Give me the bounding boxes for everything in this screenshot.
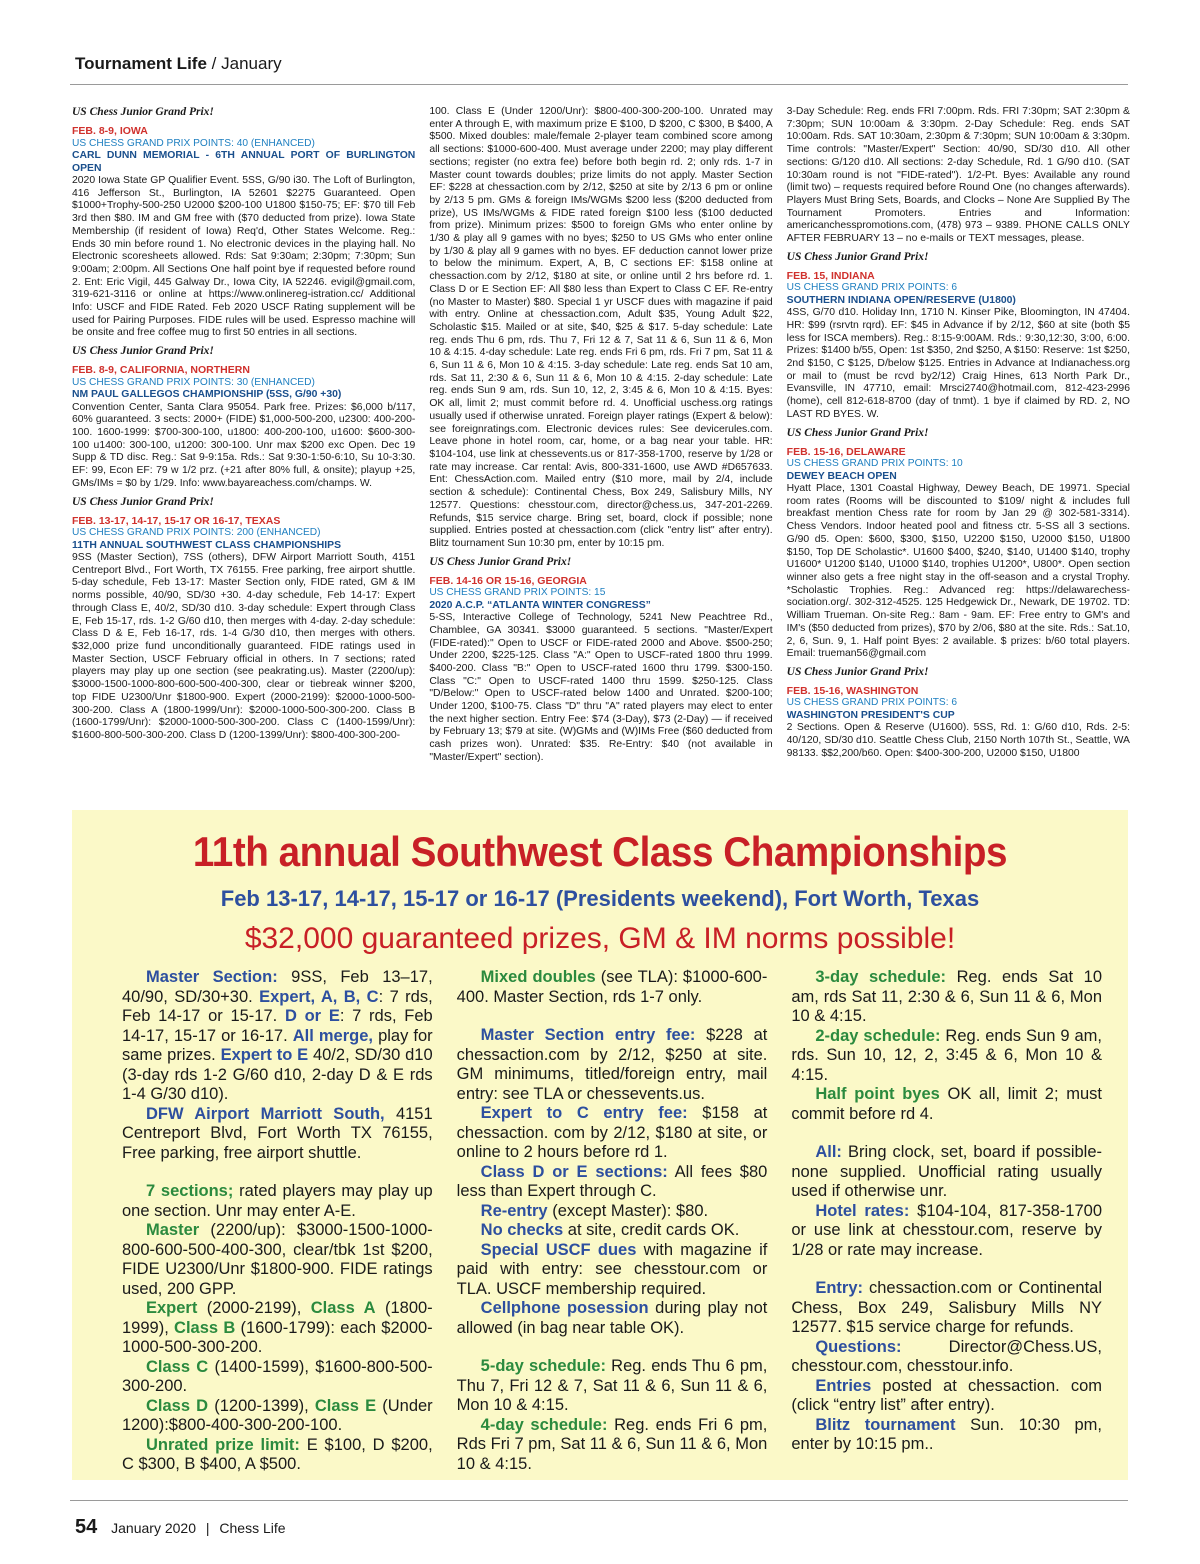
ad-text: Sun. 10:30 pm, enter by 10:15 pm..	[791, 1415, 1103, 1453]
ad-text: (1200-1399),	[208, 1396, 315, 1415]
ad-paragraph	[122, 1182, 433, 1221]
ad-label: Special USCF dues	[480, 1240, 637, 1259]
footer-magazine: Chess Life	[219, 1520, 286, 1536]
ad-title: 11th annual Southwest Class Championships	[192, 828, 1008, 875]
ad-label: Half point byes	[815, 1085, 940, 1103]
ad-text: at site, credit cards OK.	[563, 1221, 740, 1239]
footer-separator: |	[205, 1520, 210, 1536]
ad-text: (Under 1200):$800-400-300-200-100.	[122, 1396, 433, 1434]
listing-column-3	[787, 106, 1130, 798]
page-footer	[75, 1516, 286, 1539]
ad-label: Unrated prize limit:	[146, 1435, 300, 1454]
ad-paragraph	[457, 1416, 768, 1475]
header-month: January	[221, 54, 282, 73]
ad-text: (1600-1799): each $2000-1000-500-300-200.	[122, 1318, 433, 1356]
ad-paragraph	[791, 1338, 1102, 1377]
header-slash: /	[211, 54, 217, 73]
listing-entry	[787, 251, 1130, 422]
ad-paragraph	[457, 1163, 768, 1202]
ad-text: All fees $80 less than Expert through C.	[456, 1162, 768, 1200]
ad-label: Class C	[146, 1357, 209, 1376]
listing-date: FEB. 15-16, WASHINGTON	[786, 684, 919, 697]
header-section: Tournament Life	[75, 54, 207, 73]
listing-group: US Chess Junior Grand Prix!	[786, 665, 929, 678]
ad-paragraph	[457, 1357, 768, 1416]
bottom-rule	[70, 1500, 1128, 1501]
listing-title: DEWEY BEACH OPEN	[786, 470, 897, 482]
ad-text: Reg. ends Fri 6 pm, Rds Fri 7 pm, Sat 11 & 6, Sun 11 & 6, Mon 10 & 4:15.	[456, 1415, 768, 1473]
listing-date: FEB. 8-9, IOWA	[72, 125, 148, 137]
ad-text: : 7 rds, Feb 14-17 or 15-17.	[122, 987, 433, 1025]
listing-group: US Chess Junior Grand Prix!	[786, 250, 929, 263]
ad-column-1	[122, 968, 433, 1475]
listing-entry	[787, 666, 1130, 761]
listing-points: US CHESS GRAND PRIX POINTS: 15	[429, 587, 606, 599]
ad-paragraph	[122, 1299, 433, 1358]
ad-paragraph	[122, 1105, 433, 1164]
listing-group: US Chess Junior Grand Prix!	[72, 345, 214, 358]
ad-paragraph	[122, 1221, 433, 1299]
ad-label: Master	[146, 1221, 200, 1239]
ad-paragraph	[122, 968, 433, 1105]
listing-body: 100. Class E (Under 1200/Unr): $800-400-300-200-100. Unrated may enter A through E, with maximum prize E $100, D $200, C $300, B $400, A $500. Mixed doubles: male/female 2-player team combined score among all sections: $1000-600-400. Must average under 2200; may play different sections; register (no extra fee) before both begin rd. 2; only rds. 1-7 in Master count towards doubles; prize limits do not apply. Master Section EF: $228 at chessaction.com by 2/12, $250 at site by 2/13 6 pm or online by 2/13 5 pm. GMs & foreign IMs/WGMs $200 less ($200 deducted from prize), US IMs/WGMs & FIDE rated foreign $100 less ($100 deducted from prize). Minimum prizes: $500 to foreign GMs who enter online by 1/30 & play all 9 games with no byes; $250 to US GMs who enter online by 1/30 & play all 9 games with no byes. EF deduction cannot lower prize to below the minimum. Expert, A, B, C sections EF: $158 online at chessaction.com by 2/12, $180 at site, or online until 2 hrs before rd. 1. Class D or E Section EF: All $80 less than Expert to Class C EF. Re-entry (no Master to Master) $80. Special 1 yr USCF dues with magazine if paid with entry. Online at chessaction.com, Adult $35, Young Adult $22, Scholastic $15. Mailed or at site, $40, $25 & $17. 5-day schedule: Late reg. ends Thu 6 pm, rds. Thu 7, Fri 12 & 7, Sat 11 & 6, Sun 11 & 6, Mon 10 & 4:15. 4-day schedule: Late reg. ends Fri 6 pm, rds. Fri 7 pm, Sat 11 & 6, Sun 11 & 6, Mon 10 & 4:15. 3-day schedule: Late reg. ends Sat 10 am, rds. Sat 11, 2:30 & 6, Sun 11 & 6, Mon 10 & 4:15. 2-day schedule: Late reg. ends Sun 9 am, rds. Sun 10, 12, 2, 3:45 & 6, Mon 10 & 4:15. Byes: OK all, limit 2; must commit before rd. 4. Unofficial uschess.org ratings usually used if otherwise unrated. Foreign player ratings (Expert & below): see foreignratings.com. Electronic devices rules: See devicerules.com. Leave phone in hotel room, car, home, or a bag near your table. HR: $104-104, use link at chessevents.us or 817-358-1700, reserve by 1/28 or rate may increase. Car rental: Avis, 800-331-1600, use AWD #D657633. Ent: ChessAction.com. Mailed entry ($10 more, mail by 2/4, include section & schedule): Continental Chess, Box 249, Salisbury Mills, NY 12577. Questions: chesstour.com, director@chess.us, 347-201-2269. Refunds, $15 service charge. Bring set, board, clock if possible; none supplied. Entries posted at chessaction.com (click "entry list" after entry). Blitz tournament Sun 10:30 pm, enter by 10:15 pm.	[429, 106, 773, 549]
listing-title: SOUTHERN INDIANA OPEN/RESERVE (U1800)	[786, 294, 1016, 306]
ad-label: Expert to E	[220, 1046, 309, 1064]
ad-label: Expert to C entry fee:	[480, 1104, 688, 1122]
ad-label: Expert, A, B, C	[259, 987, 379, 1006]
ad-paragraph	[791, 1085, 1102, 1124]
ad-label: 3-day schedule:	[815, 968, 947, 986]
ad-text: Bring clock, set, board if possible- none supplied. Unofficial rating usually used if otherwise unr.	[791, 1143, 1103, 1200]
ad-paragraph	[457, 1221, 768, 1241]
listing-entry	[787, 106, 1130, 246]
ad-label: Class B	[174, 1318, 236, 1337]
ad-label: D or E	[284, 1007, 340, 1025]
ad-text: (1800-1999),	[122, 1299, 433, 1337]
ad-paragraph	[791, 1027, 1102, 1086]
ad-label: All merge,	[292, 1026, 373, 1045]
ad-text: $228 at chessaction.com by 2/12, $250 at site. GM minimums, titled/foreign entry, mail entry: see TLA or chessevents.us.	[456, 1026, 768, 1103]
ad-paragraph	[457, 968, 768, 1007]
listing-date: FEB. 15, INDIANA	[786, 269, 875, 282]
ad-text: (see TLA): $1000-600-400. Master Section, rds 1-7 only.	[456, 968, 768, 1006]
footer-issue: January 2020	[111, 1520, 196, 1536]
ad-text: (except Master): $80.	[547, 1201, 709, 1220]
ad-text: Reg. ends Sat 10 am, rds Sat 11, 2:30 & 6, Sun 11 & 6, Mon 10 & 4:15.	[791, 968, 1103, 1025]
listing-date: FEB. 13-17, 14-17, 15-17 OR 16-17, TEXAS	[72, 514, 281, 527]
ad-label: Re-entry	[480, 1201, 548, 1220]
listing-points: US CHESS GRAND PRIX POINTS: 6	[786, 697, 958, 709]
ad-text: $158 at chessaction. com by 2/12, $180 at site, or online to 2 hours before rd 1.	[456, 1104, 768, 1161]
ad-paragraph	[791, 968, 1102, 1027]
ad-text: Director@Chess.US, chesstour.com, chesstour.info.	[791, 1337, 1103, 1375]
ad-label: Expert	[146, 1299, 198, 1317]
ad-label: Class D or E sections:	[480, 1162, 668, 1181]
ad-label: Class E	[314, 1396, 377, 1415]
ad-text: OK all, limit 2; must commit before rd 4.	[791, 1085, 1103, 1123]
ad-label: Blitz tournament	[815, 1415, 956, 1434]
listing-body: Convention Center, Santa Clara 95054. Park free. Prizes: $6,000 b/117, 60% guaranteed. 3 sects: 2000+ (FIDE) $1,000-500-200, u2300: 400-200-100. 1600-1999: $700-300-100, u1800: 400-200-100, u1600: $600-300-100 u1400: 300-100, u1200: 300-100. Unr max $200 exc Open. Dec 19 Supp & TD disc. Reg.: Sat 9-9:15a. Rds.: Sat 9:30-1:50-6:10, Su 10-3:30. EF: 99, Econ EF: 79 w 1/2 prz. (+21 after 80% full, & onsite); playup +25, GMs/IMs = $0 by 1/29. Info: www.bayareachess.com/champs. W.	[72, 401, 416, 489]
listing-body: 3-Day Schedule: Reg. ends FRI 7:00pm. Rds. FRI 7:30pm; SAT 2:30pm & 7:30pm; SUN 10:00am & 3:30pm. 2-Day Schedule: Reg. ends SAT 10:00am. Rds. SAT 10:30am, 2:30pm & 7:30pm; SUN 10:00am & 3:30pm. Time controls: "Master/Expert" Section: 40/90, SD/30 d10. All other sections: G/120 d10. All sections: 2-day Schedule, Rd. 1 G/90 d10. (SAT 10:30am round is not "FIDE-rated"). 1/2-Pt. Byes: Available any round (limit two) – requests required before Round One (no changes afterwards). Players Must Bring Sets, Boards, and Clocks – None Are Supplied By The Tournament Promoters. Entries and Information: americanchesspromotions.com, (478) 973 – 9389. PHONE CALLS ONLY AFTER FEBRUARY 13 – no e-mails or TEXT messages, please.	[786, 106, 1130, 245]
listing-group: US Chess Junior Grand Prix!	[72, 106, 214, 118]
ad-subtitle: Feb 13-17, 14-17, 15-17 or 16-17 (Presidents weekend), Fort Worth, Texas	[220, 886, 980, 911]
ad-text: with magazine if paid with entry: see chesstour.com or TLA. USCF membership required.	[456, 1240, 768, 1298]
ad-label: Cellphone posession	[480, 1299, 649, 1317]
listing-body: 2 Sections. Open & Reserve (U1600). 5SS, Rd. 1: G/60 d10, Rds. 2-5: 40/120, SD/30 d10. Seattle Chess Club, 2150 North 107th St., Seattle, WA 98133. $$2,200/b60. Open: $400-300-200, U2000 $150, U1800	[786, 722, 1130, 759]
listings	[72, 106, 1130, 798]
ad-text: rated players may play up one section. Unr may enter A-E.	[122, 1182, 433, 1220]
ad-paragraph	[122, 1358, 433, 1397]
listing-points: US CHESS GRAND PRIX POINTS: 30 (ENHANCED)	[72, 376, 315, 388]
ad-text: (2200/up): $3000-1500-1000-800-600-500-400-300, clear/tbk 1st $200, FIDE U2300/Unr $1800-900. FIDE ratings used, 200 GPP.	[122, 1221, 433, 1298]
listing-title: WASHINGTON PRESIDENT'S CUP	[786, 709, 955, 721]
ad-text: play for same prizes.	[122, 1026, 433, 1064]
ad-paragraph	[457, 1299, 768, 1338]
listing-entry	[72, 496, 415, 743]
listing-body: 5-SS, Interactive College of Technology, 5241 New Peachtree Rd., Chamblee, GA 30341. $3000 guaranteed. 5 sections. "Master/Expert (FIDE-rated):" Open to USCF or FIDE-rated 2000 and Above. $500-250; Under 2200, $225-125. Class "A:" Open to USCF-rated 1800 thru 1999. $400-200. Class "B:" Open to USCF-rated 1600 thru 1799. $300-150. Class "C:" Open to USCF-rated 1400 thru 1599. $250-125. Class "D/Below:" Open to USCF-rated below 1400 and Unrated. $200-100; Under 1200, $100-75. Class "D" thru "A" rated players may elect to enter the next higher section. Entry Fee: $74 (3-Day), $73 (2-Day) — if received by February 13; $79 at site. (W)GMs and (W)IMs Free ($60 deducted from cash prizes won). Unrated: $35. Re-Entry: $40 (not available in "Master/Expert" section).	[429, 612, 773, 763]
ad-paragraph	[791, 1279, 1102, 1338]
ad-prize-line: $32,000 guaranteed prizes, GM & IM norms possible!	[244, 922, 956, 955]
listing-body: 2020 Iowa State GP Qualifier Event. 5SS, G/90 i30. The Loft of Burlington, 416 Jefferson St., Burlington, IA 52601 $2275 Guaranteed. Open $1000+Trophy-500-250 U2000 $200-100 U1800 $150-75; EF: $70 till Feb 3rd then $80. IM and GM free with ($70 deducted from prize). Iowa State Membership (if resident of Iowa) Req'd, Other States Welcome. Reg.: Ends 30 min before round 1. No electronic devices in the playing hall. No Electronic scoresheets allowed. Rds: Sat 9:30am; 2:30pm; 7:30pm; Sun 9:00am; 2:00pm. All Sections One half point bye if requested before round 2. Ent: Eric Vigil, 445 Galway Dr., Iowa City, IA 52246. evigil@gmail.com, 319-621-3116 or online at https://www.onlinereg-istration.cc/ Additional Info: USCF and FIDE Rated. Feb 2020 USCF Rating supplement will be used for Pairing Purposes. FIDE rules will be used. Espresso machine will be onsite and free coffee mug to first 50 entries in all sections.	[72, 175, 416, 339]
listing-column-1	[72, 106, 415, 798]
listing-title: NM PAUL GALLEGOS CHAMPIONSHIP (5SS, G/90 +30)	[72, 389, 342, 401]
ad-label: Entries	[815, 1376, 872, 1395]
page-header	[75, 54, 282, 74]
listing-entry	[787, 427, 1130, 661]
page-number: 54	[75, 1516, 98, 1538]
ad-paragraph	[457, 1241, 768, 1300]
listing-date: FEB. 8-9, CALIFORNIA, NORTHERN	[72, 364, 250, 377]
ad-label: DFW Airport Marriott South,	[146, 1104, 385, 1123]
ad-text: Reg. ends Thu 6 pm, Thu 7, Fri 12 & 7, Sat 11 & 6, Sun 11 & 6, Mon 10 & 4:15.	[456, 1357, 768, 1414]
ad-paragraph	[791, 1377, 1102, 1416]
listing-entry	[429, 556, 772, 765]
ad-text: : 7 rds, Feb 14-17, 15-17 or 16-17.	[122, 1007, 433, 1045]
listing-points: US CHESS GRAND PRIX POINTS: 200 (ENHANCED)	[72, 527, 321, 539]
listing-group: US Chess Junior Grand Prix!	[72, 495, 214, 508]
listing-date: FEB. 14-16 OR 15-16, GEORGIA	[429, 574, 587, 587]
advertisement	[72, 810, 1128, 1480]
ad-paragraph	[457, 1026, 768, 1104]
ad-label: 4-day schedule:	[480, 1415, 608, 1434]
ad-paragraph	[122, 1436, 433, 1475]
ad-label: No checks	[480, 1221, 564, 1239]
ad-label: 7 sections;	[146, 1182, 234, 1200]
listing-group: US Chess Junior Grand Prix!	[429, 555, 572, 568]
ad-text: during play not allowed (in bag near table OK).	[456, 1299, 768, 1337]
ad-paragraph	[122, 1397, 433, 1436]
listing-entry	[72, 106, 415, 340]
ad-text: 9SS, Feb 13–17, 40/90, SD/30+30.	[122, 968, 433, 1006]
listing-body: 4SS, G/70 d10. Holiday Inn, 1710 N. Kinser Pike, Bloomington, IN 47404. HR: $99 (rsrvtn rqrd). EF: $45 in Advance if by 2/12, $60 at site (both $5 less for ISCA members). Reg.: 8:15-9:00AM. Rds.: 9:30,12:30, 3:00, 6:00. Prizes: $1400 b/55, Open: 1st $350, 2nd $250, A $150: Reserve: 1st $250, 2nd $150, C $125, D/below $125. Entries in Advance at Indianachess.org or mail to (must be rcvd by2/12) Craig Hines, 613 North Park Dr., Evansville, IN 47710, email: Mrsci2740@hotmail.com, 812-423-2996 (home), cell 812-618-8700 (day of tnmt). 1 bye if claimed by RD. 2, NO LAST RD BYES. W.	[786, 307, 1130, 420]
listing-body: Hyatt Place, 1301 Coastal Highway, Dewey Beach, DE 19971. Special room rates (Rooms will be discounted to $109/ night & includes full breakfast mention Chess rate for room by Jan 29 @ 302-581-3314). Chess Vendors. Indoor heated pool and fitness ctr. 5-SS all 3 sections. G/90 d5. Open: $600, $300, $150, U2200 $150, U2000 $150, U1800 $150, Top DE Scholastic*. U1600 $400, $240, $140, U1400 $140, trophy U1600* U1200 $140, U1000 $140, trophies U1200*, U800*. Open section winner also gets a free night stay in the off-season and a crystal Trophy. *Scholastic Trophies. Reg.: Advanced reg: https://delawarechess-sociation.org/. 302-312-4525. 125 Hedgewick Dr., Newark, DE 19702. TD: William Trueman. On-site Reg.: 8am - 9am. EF: Free entry to GM's and IM's ($50 deducted from prizes), $70 by 2/06, $80 at the site. Rds.: Sat.10, 2, 6, Sun. 9, 1. Half point Byes: 2 available. $ prizes: b/60 total players. Email: trueman56@gmail.com	[786, 483, 1130, 660]
ad-label: 2-day schedule:	[815, 1026, 941, 1045]
listing-entry	[429, 106, 772, 551]
ad-label: All:	[815, 1143, 842, 1161]
ad-paragraph	[791, 1143, 1102, 1202]
listing-entry	[72, 345, 415, 490]
ad-label: Mixed doubles	[480, 968, 596, 986]
ad-label: Questions:	[815, 1337, 902, 1356]
listing-date: FEB. 15-16, DELAWARE	[786, 445, 906, 458]
ad-text: 4151 Centreport Blvd, Fort Worth TX 76155, Free parking, free airport shuttle.	[122, 1104, 433, 1162]
listing-group: US Chess Junior Grand Prix!	[786, 426, 929, 439]
ad-label: Class A	[310, 1299, 376, 1317]
ad-label: Hotel rates:	[815, 1201, 910, 1220]
ad-columns	[122, 968, 1102, 1475]
ad-text: Reg. ends Sun 9 am, rds. Sun 10, 12, 2, 3:45 & 6, Mon 10 & 4:15.	[791, 1026, 1103, 1084]
ad-paragraph	[457, 1202, 768, 1222]
ad-label: Entry:	[815, 1279, 864, 1297]
ad-label: Master Section:	[146, 968, 278, 986]
ad-text: E $100, D $200, C $300, B $400, A $500.	[122, 1435, 433, 1473]
listing-title: 11TH ANNUAL SOUTHWEST CLASS CHAMPIONSHIPS	[72, 539, 342, 551]
ad-paragraph	[791, 1202, 1102, 1261]
ad-label: 5-day schedule:	[480, 1357, 606, 1375]
listing-points: US CHESS GRAND PRIX POINTS: 6	[786, 282, 958, 294]
ad-text: (2000-2199),	[197, 1299, 311, 1317]
listing-title: CARL DUNN MEMORIAL - 6TH ANNUAL PORT OF BURLINGTON OPEN	[72, 150, 416, 174]
top-rule	[70, 84, 1128, 85]
ad-text: 40/2, SD/30 d10 (3-day rds 1-2 G/60 d10, 2-day D & E rds 1-4 G/30 d10).	[122, 1046, 433, 1103]
ad-text: chessaction.com or Continental Chess, Box 249, Salisbury Mills NY 12577. $15 service charge for refunds.	[791, 1279, 1103, 1336]
listing-points: US CHESS GRAND PRIX POINTS: 10	[786, 458, 963, 470]
ad-paragraph	[791, 1416, 1102, 1455]
listing-title: 2020 A.C.P. “ATLANTA WINTER CONGRESS”	[429, 599, 651, 611]
ad-column-2	[457, 968, 768, 1475]
ad-text: $104-104, 817-358-1700 or use link at chesstour.com, reserve by 1/28 or rate may increase.	[791, 1201, 1103, 1259]
ad-text: posted at chessaction. com (click “entry list” after entry).	[791, 1376, 1103, 1414]
ad-text: (1400-1599), $1600-800-500-300-200.	[122, 1357, 433, 1395]
ad-paragraph	[457, 1104, 768, 1163]
listing-points: US CHESS GRAND PRIX POINTS: 40 (ENHANCED)	[72, 137, 315, 149]
ad-column-3	[791, 968, 1102, 1475]
listing-column-2	[429, 106, 772, 798]
ad-label: Master Section entry fee:	[480, 1026, 696, 1044]
listing-body: 9SS (Master Section), 7SS (others), DFW Airport Marriott South, 4151 Centreport Blvd., Fort Worth, TX 76155. Free parking, free airport shuttle. 5-day schedule, Feb 13-17: Master Section only, FIDE rated, GM & IM norms possible, 40/90, SD/30 +30. 4-day schedule, Feb 14-17: Expert through Class E, 40/2, SD/30 d10. 3-day schedule: Expert through Class E, Feb 15-17, rds. 1-2 G/60 d10, then merges with 4-day. 2-day schedule: Class D & E, Feb 16-17, rds. 1-4 G/30 d10, then merges with others. $32,000 prize fund unconditionally guaranteed. FIDE ratings used in Master Section, USCF February official in others. In 7 sections; rated players may play up one section (see peakrating.us). Master (2200/up): $3000-1500-1000-800-600-500-400-300, clear or tiebreak winner $200, top FIDE U2300/Unr $1800-900. Expert (2000-2199): $2000-1000-500-300-200. Class A (1800-1999/Unr): $2000-1000-500-300-200. Class B (1600-1799/Unr): $2000-1000-500-300-200. Class C (1400-1599/Unr): $1600-800-500-300-200. Class D (1200-1399/Unr): $800-400-300-200-	[72, 552, 416, 741]
ad-label: Class D	[146, 1396, 209, 1415]
